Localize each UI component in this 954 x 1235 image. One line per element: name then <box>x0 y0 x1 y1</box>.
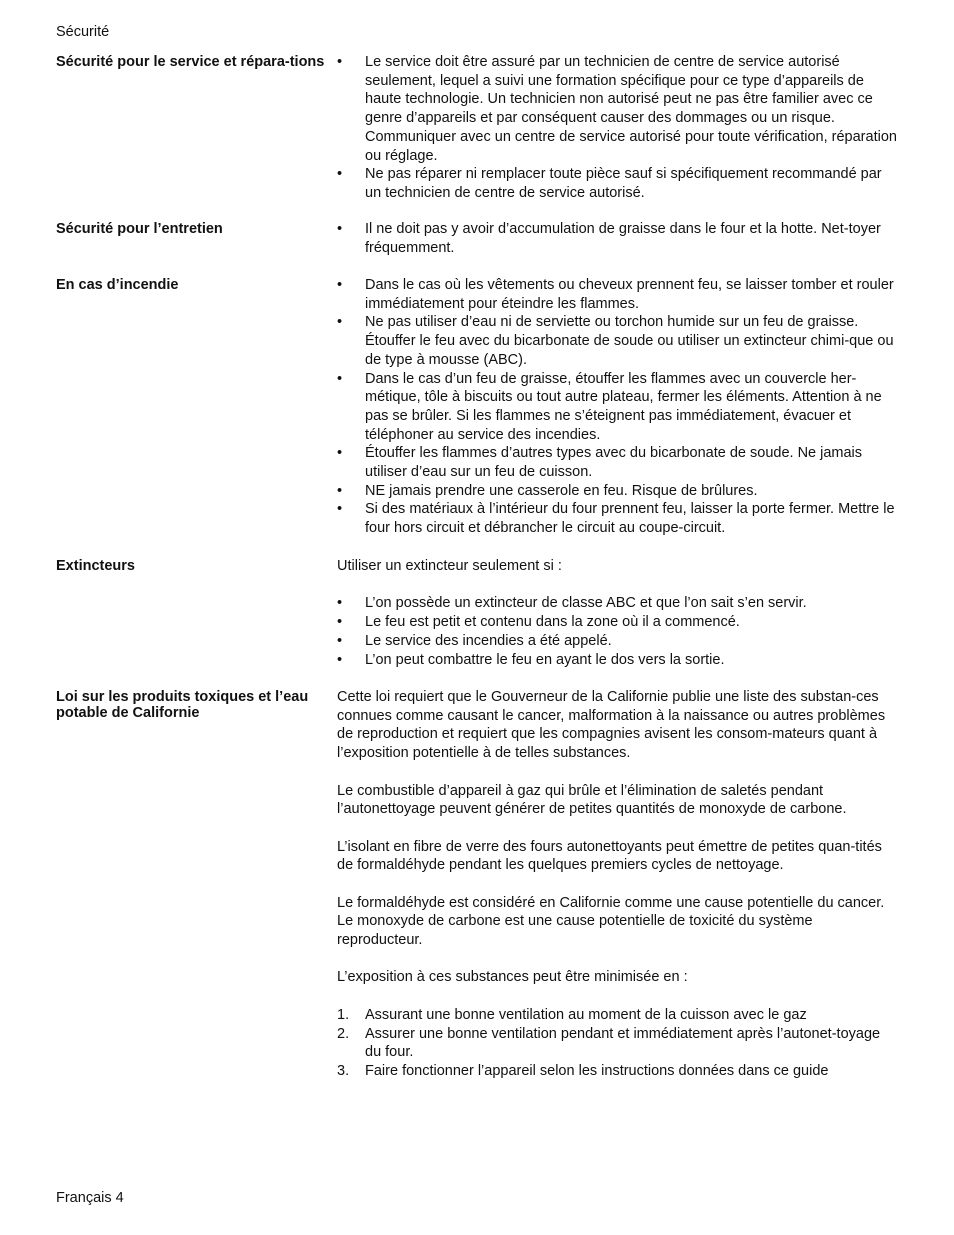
list-item-text: Ne pas utiliser d’eau ni de serviette ou torchon humide sur un feu de graisse. Étouffer le feu avec du bicarbonate de soude ou utiliser un extincteur chimi-que ou de type à mousse (ABC). <box>365 314 894 368</box>
list-number: 2. <box>337 1025 350 1042</box>
list-item-text: Ne pas réparer ni remplacer toute pièce sauf si spécifiquement recommandé par un technicien de centre de service autorisé. <box>365 166 882 201</box>
bullet-marker: • <box>337 277 343 293</box>
paragraph: Le combustible d’appareil à gaz qui brûle et l’élimination de saletés pendant l’autonettoyage peuvent générer de petites quantités de monoxyde de carbone. <box>337 782 847 818</box>
list-item-text: Assurer une bonne ventilation pendant et immédiatement après l’autonet-toyage du four. <box>365 1025 881 1061</box>
list-item <box>337 1025 898 1062</box>
page-number: Français 4 <box>56 1190 124 1206</box>
bullet-marker: • <box>337 370 343 387</box>
bullet-marker: • <box>337 482 343 499</box>
bullet-marker: • <box>337 651 343 668</box>
section-body <box>337 53 898 203</box>
list-item <box>337 276 898 313</box>
list-item <box>337 370 898 445</box>
list-item <box>337 444 898 481</box>
numbered-list <box>337 1006 898 1081</box>
section-body <box>337 276 898 538</box>
bullet-list <box>337 53 898 203</box>
list-item-text: Dans le cas où les vêtements ou cheveux prennent feu, se laisser tomber et rouler immédiatement pour éteindre les flammes. <box>365 277 894 312</box>
bullet-marker: • <box>337 166 343 183</box>
bullet-marker: • <box>337 595 343 612</box>
section-body <box>337 557 898 669</box>
section-title: Sécurité pour l’entretien <box>56 221 223 237</box>
list-number: 3. <box>337 1062 350 1079</box>
list-item <box>337 53 898 165</box>
list-item-text: Dans le cas d’un feu de graisse, étouffer les flammes avec un couvercle her-métique, tôle à biscuits ou tout autre plateau, fermer les éléments. Attention à ne pas se brûler. Si les flammes ne s’éteignent pas immédiatement, évacuer et téléphoner au service des incendies. <box>365 370 882 443</box>
list-item-text: Le service des incendies a été appelé. <box>365 632 612 649</box>
list-item-text: Assurant une bonne ventilation au moment de la cuisson avec le gaz <box>365 1006 807 1023</box>
list-item <box>337 1062 898 1081</box>
paragraph: L’exposition à ces substances peut être minimisée en : <box>337 969 688 986</box>
list-item <box>337 482 898 501</box>
section-title: Loi sur les produits toxiques et l’eau potable de Californie <box>56 689 309 721</box>
bullet-marker: • <box>337 314 343 331</box>
bullet-list <box>337 276 898 538</box>
paragraph: Cette loi requiert que le Gouverneur de la Californie publie une liste des substan-ces connues comme causant le cancer, malformation à la naissance ou autres problèmes de reproduction et requiert que les compagnies avisent les consom-mateurs quant à l’exposition potentielle à de telles substances. <box>337 689 886 762</box>
list-item <box>337 1006 898 1025</box>
section-body <box>337 688 898 1081</box>
list-item-text: L’on possède un extincteur de classe ABC et que l’on sait s’en servir. <box>365 595 807 612</box>
intro-paragraph: Utiliser un extincteur seulement si : <box>337 558 562 574</box>
list-number: 1. <box>337 1006 350 1023</box>
list-item <box>337 220 898 257</box>
page-header: Sécurité <box>56 24 110 40</box>
bullet-marker: • <box>337 54 343 70</box>
bullet-list <box>337 220 898 257</box>
paragraph: L’isolant en fibre de verre des fours autonettoyants peut émettre de petites quan-tités de formaldéhyde pendant les quelques premiers cycles de nettoyage. <box>337 838 882 874</box>
paragraph: Le formaldéhyde est considéré en Californie comme une cause potentielle du cancer. Le monoxyde de carbone est une cause potentielle de toxicité du système reproducteur. <box>337 894 885 949</box>
bullet-list <box>337 594 898 669</box>
bullet-marker: • <box>337 632 343 649</box>
section-title: Sécurité pour le service et répara-tions <box>56 54 325 70</box>
list-item-text: L’on peut combattre le feu en ayant le dos vers la sortie. <box>365 651 725 668</box>
list-item <box>337 500 898 537</box>
list-item <box>337 594 898 613</box>
list-item-text: Si des matériaux à l’intérieur du four prennent feu, laisser la porte fermer. Mettre le four hors circuit et débrancher le circuit au coupe-circuit. <box>365 501 895 537</box>
list-item-text: Faire fonctionner l’appareil selon les instructions données dans ce guide <box>365 1062 829 1079</box>
list-item <box>337 632 898 651</box>
bullet-marker: • <box>337 221 343 237</box>
list-item-text: Le service doit être assuré par un technicien de centre de service autorisé seulement, lequel a suivi une formation spécifique pour ce type d’appareils de haute technologie. Un technicien non autorisé peut ne pas être familier avec ce genre d’appareils et par conséquent causer des dommages ou un risque. Communiquer avec un centre de service autorisé pour toute vérification, réparation ou réglage. <box>365 54 897 164</box>
list-item <box>337 651 898 670</box>
section-title: En cas d’incendie <box>56 277 179 293</box>
section-title: Extincteurs <box>56 558 135 574</box>
list-item <box>337 613 898 632</box>
list-item-text: Il ne doit pas y avoir d’accumulation de graisse dans le four et la hotte. Net-toyer fréquemment. <box>365 221 881 256</box>
bullet-marker: • <box>337 445 343 462</box>
bullet-marker: • <box>337 501 343 518</box>
list-item <box>337 165 898 202</box>
list-item-text: Étouffer les flammes d’autres types avec du bicarbonate de soude. Ne jamais utiliser d’eau sur un feu de cuisson. <box>365 445 863 481</box>
list-item-text: Le feu est petit et contenu dans la zone où il a commencé. <box>365 614 740 631</box>
list-item <box>337 313 898 369</box>
list-item-text: NE jamais prendre une casserole en feu. Risque de brûlures. <box>365 482 758 499</box>
bullet-marker: • <box>337 614 343 631</box>
section-body <box>337 220 898 257</box>
